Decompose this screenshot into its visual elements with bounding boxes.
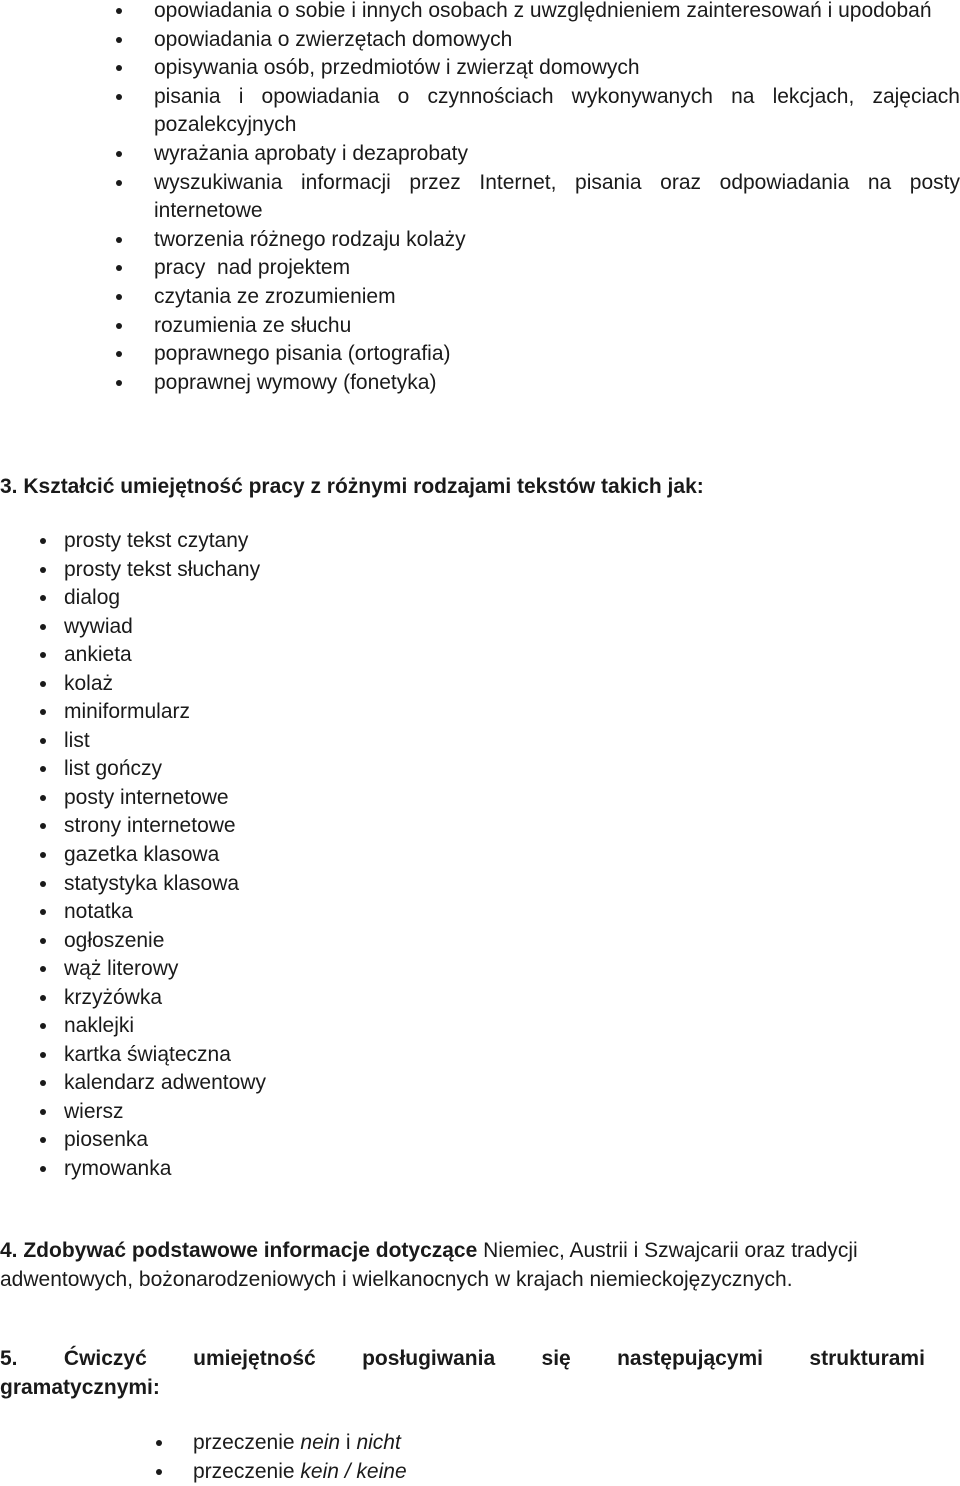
bullet-icon — [40, 567, 46, 573]
bullet-icon — [40, 538, 46, 544]
list-item: list — [64, 727, 664, 756]
list-item: list gończy — [64, 755, 664, 784]
list-item: pisania i opowiadania o czynnościach wykonywanych na lekcjach, zajęciach pozalekcyjnych — [154, 83, 960, 140]
bullet-icon — [116, 94, 122, 100]
bullet-icon — [116, 65, 122, 71]
list-item: prosty tekst słuchany — [64, 556, 664, 585]
section-4-line-1: 4. Zdobywać podstawowe informacje dotyczące Niemiec, Austrii i Szwajcarii oraz tradycji — [0, 1239, 858, 1262]
bullet-icon — [40, 652, 46, 658]
section-5-heading-line-1: 5. Ćwiczyć umiejętność posługiwania się następującymi strukturami — [0, 1347, 925, 1370]
bullet-icon — [40, 709, 46, 715]
bullet-icon — [116, 37, 122, 43]
list-item: miniformularz — [64, 698, 664, 727]
list-item: kartka świąteczna — [64, 1041, 664, 1070]
bullet-icon — [40, 1052, 46, 1058]
bullet-icon — [116, 351, 122, 357]
list-item: opowiadania o sobie i innych osobach z uwzględnieniem zainteresowań i upodobań — [154, 0, 960, 26]
bullet-icon — [116, 151, 122, 157]
list-item: ogłoszenie — [64, 927, 664, 956]
bullet-icon — [40, 624, 46, 630]
list-item: strony internetowe — [64, 812, 664, 841]
list-item: wywiad — [64, 613, 664, 642]
bullet-icon — [40, 823, 46, 829]
bullet-icon — [116, 380, 122, 386]
section-4-line-2: adwentowych, bożonarodzeniowych i wielkanocnych w krajach niemieckojęzycznych. — [0, 1267, 793, 1291]
section-4-heading: 4. Zdobywać podstawowe informacje dotyczące — [0, 1239, 478, 1262]
list-item: posty internetowe — [64, 784, 664, 813]
bullet-icon — [40, 766, 46, 772]
list-item: przeczenie nein i nicht — [193, 1429, 793, 1458]
bullet-icon — [40, 1023, 46, 1029]
list-item: opowiadania o zwierzętach domowych — [154, 26, 960, 55]
list-item: gazetka klasowa — [64, 841, 664, 870]
list-item: opisywania osób, przedmiotów i zwierząt domowych — [154, 54, 960, 83]
bullet-icon — [116, 237, 122, 243]
skills-list — [154, 0, 960, 397]
list-item: czytania ze zrozumieniem — [154, 283, 960, 312]
bullet-icon — [40, 966, 46, 972]
list-item: wyszukiwania informacji przez Internet, pisania oraz odpowiadania na posty internetowe — [154, 169, 960, 226]
bullet-icon — [40, 881, 46, 887]
list-item: przeczenie kein / keine — [193, 1458, 793, 1486]
bullet-icon — [40, 681, 46, 687]
list-item: poprawnej wymowy (fonetyka) — [154, 369, 960, 398]
list-item: naklejki — [64, 1012, 664, 1041]
list-item: notatka — [64, 898, 664, 927]
list-item: wąż literowy — [64, 955, 664, 984]
bullet-icon — [116, 180, 122, 186]
bullet-icon — [40, 938, 46, 944]
list-item: krzyżówka — [64, 984, 664, 1013]
bullet-icon — [156, 1469, 162, 1475]
list-item: rymowanka — [64, 1155, 664, 1184]
bullet-icon — [40, 1137, 46, 1143]
list-item: prosty tekst czytany — [64, 527, 664, 556]
bullet-icon — [40, 795, 46, 801]
list-item: kalendarz adwentowy — [64, 1069, 664, 1098]
section-4-paragraph — [0, 1237, 960, 1294]
text-types-list — [64, 527, 664, 1184]
list-item: poprawnego pisania (ortografia) — [154, 340, 960, 369]
section-5-heading-line-2: gramatycznymi: — [0, 1375, 160, 1399]
bullet-icon — [116, 8, 122, 14]
bullet-icon — [40, 1080, 46, 1086]
bullet-icon — [40, 995, 46, 1001]
bullet-icon — [40, 738, 46, 744]
list-item: wiersz — [64, 1098, 664, 1127]
bullet-icon — [116, 323, 122, 329]
bullet-icon — [116, 294, 122, 300]
bullet-icon — [40, 852, 46, 858]
bullet-icon — [156, 1440, 162, 1446]
grammar-list — [193, 1429, 793, 1486]
list-item: kolaż — [64, 670, 664, 699]
section-5-heading — [0, 1345, 925, 1402]
bullet-icon — [116, 265, 122, 271]
list-item: wyrażania aprobaty i dezaprobaty — [154, 140, 960, 169]
list-item: ankieta — [64, 641, 664, 670]
list-item: pracy nad projektem — [154, 254, 960, 283]
list-item: tworzenia różnego rodzaju kolaży — [154, 226, 960, 255]
list-item: piosenka — [64, 1126, 664, 1155]
bullet-icon — [40, 1166, 46, 1172]
list-item: dialog — [64, 584, 664, 613]
section-3-heading: 3. Kształcić umiejętność pracy z różnymi rodzajami tekstów takich jak: — [0, 475, 704, 498]
bullet-icon — [40, 595, 46, 601]
bullet-icon — [40, 1109, 46, 1115]
bullet-icon — [40, 909, 46, 915]
list-item: rozumienia ze słuchu — [154, 312, 960, 341]
list-item: statystyka klasowa — [64, 870, 664, 899]
